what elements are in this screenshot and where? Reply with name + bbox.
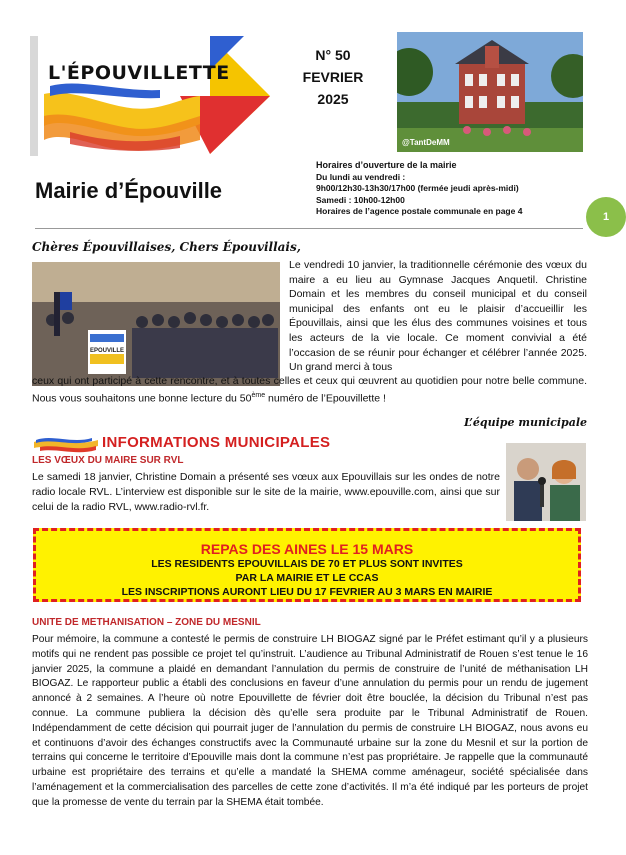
mairie-title: Mairie d’Épouville (35, 178, 223, 203)
page-number-badge: 1 (586, 197, 626, 237)
hours-postal: Horaires de l’agence postale communale en page 4 (316, 206, 523, 216)
header-divider (35, 228, 583, 229)
hours-days: Du lundi au vendredi : (316, 171, 406, 182)
issue-number: N° 50 (315, 47, 351, 63)
seniors-meal-banner (33, 528, 581, 602)
banner-title: REPAS DES AINES LE 15 MARS (200, 541, 414, 557)
intro-text-a: ceux qui ont participé à cette rencontre, et à toutes celles et ceux qui œuvrent au quotidien pour notre belle commune. Nous vous souhaitons une bonne lecture du 50 (32, 375, 587, 405)
section-swoosh-icon (32, 432, 100, 454)
intro-text-sup: ème (251, 391, 266, 399)
methanisation-text: Pour mémoire, la commune a contesté le permis de construire LH BIOGAZ signé par le Préfet estimant qu’il y a plusieurs motifs qui ne rendent pas possible ce projet tel qu’instruit. L’audience au Tribunal Administratif de Rouen s’est tenue le 16 janvier 2025, la commune a plaidé en demandant l’annulation du permis de construire de l’unité de méthanisation LH BIOGAZ. Le rapporteur public a établi des conclusions en faveur d’une annulation du permis pour un rendu de jugement annoncé à 2 semaines. A l’heure où notre Epouvillette de février doit être bouclée, la décision du Tribunal n’est pas connue. La commune publiera la décision dès qu’elle sera produite par le Tribunal Administratif de Rouen. Indépendamment de cette décision qui pourrait juger de l’annulation du permis de construire LH BIOGAZ, nous avons eu et continuons d’avoir des échanges constructifs avec la Communauté urbaine sur la zone du Mesnil et sur la portion de terrains qui concerne le territoire d’Epouville mais dont la commune n’est pas propriétaire. Je rappelle que la communauté urbaine est propriétaire des terrains et qu’elle a mandaté la SHEMA comme aménageur, société spécialisée dans l’aménagement et la commercialisation des parcelles de cette zone d’activités. Il m’a été indiqué par les porteurs de projet que la promesse de vente du terrain par la SHEMA était tombée. (32, 634, 588, 808)
issue-year: 2025 (317, 91, 349, 107)
issue-info (288, 44, 378, 110)
hours-saturday: Samedi : 10h00-12h00 (316, 194, 405, 205)
methanisation-title: UNITE DE METHANISATION – ZONE DU MESNIL (32, 617, 261, 628)
issue-month: FEVRIER (302, 69, 364, 85)
photo-credit: @TantDeMM (402, 138, 450, 147)
voeux-text: Le samedi 18 janvier, Christine Domain a présenté ses vœux aux Epouvillais sur les ondes de notre radio locale RVL. L’interview est disponible sur le site de la mairie, www.epouville.com, ainsi que sur celui de la radio RVL, www.radio-rvl.fr. (32, 471, 500, 513)
hours-weekday: 9h00/12h30-13h30/17h00 (fermée jeudi après-midi) (316, 183, 519, 193)
ceremony-photo (32, 262, 280, 386)
epouvillette-logo (30, 36, 270, 156)
voeux-title: LES VŒUX DU MAIRE SUR RVL (32, 455, 184, 466)
intro-paragraph-continued (32, 374, 587, 406)
opening-hours (316, 160, 586, 218)
section-title: INFORMATIONS MUNICIPALES (102, 434, 331, 451)
banner-line-1: LES RESIDENTS EPOUVILLAIS DE 70 ET PLUS SONT INVITES (151, 558, 463, 570)
intro-text-b: numéro de l’Epouvillette ! (265, 392, 386, 405)
ceremony-banner-text: EPOUVILLE (89, 348, 125, 354)
logo-title: L'ÉPOUVILLETTE (48, 62, 230, 84)
town-hall-photo (397, 32, 583, 152)
intro-paragraph: Le vendredi 10 janvier, la traditionnelle cérémonie des vœux du maire a eu lieu au Gymnase Jacques Anquetil. Christine Domain et les membres du conseil municipal et du conseil municipal des enfants ont eu le plaisir d’accueillir les Épouvillais, ainsi que les élus des communes voisines et tous les acteurs de la vie locale. Ce moment convivial a été l’occasion de se réunir pour échanger et célébrer l’année 2025. Un grand merci à tous (289, 259, 587, 374)
radio-photo (506, 443, 586, 521)
greeting: Chères Épouvillaises, Chers Épouvillais, (32, 240, 301, 254)
signature: L’équipe municipale (464, 416, 587, 429)
hours-title: Horaires d’ouverture de la mairie (316, 160, 457, 170)
banner-line-2: PAR LA MAIRIE ET LE CCAS (235, 572, 379, 584)
banner-line-3: LES INSCRIPTIONS AURONT LIEU DU 17 FEVRIER AU 3 MARS EN MAIRIE (121, 586, 493, 598)
